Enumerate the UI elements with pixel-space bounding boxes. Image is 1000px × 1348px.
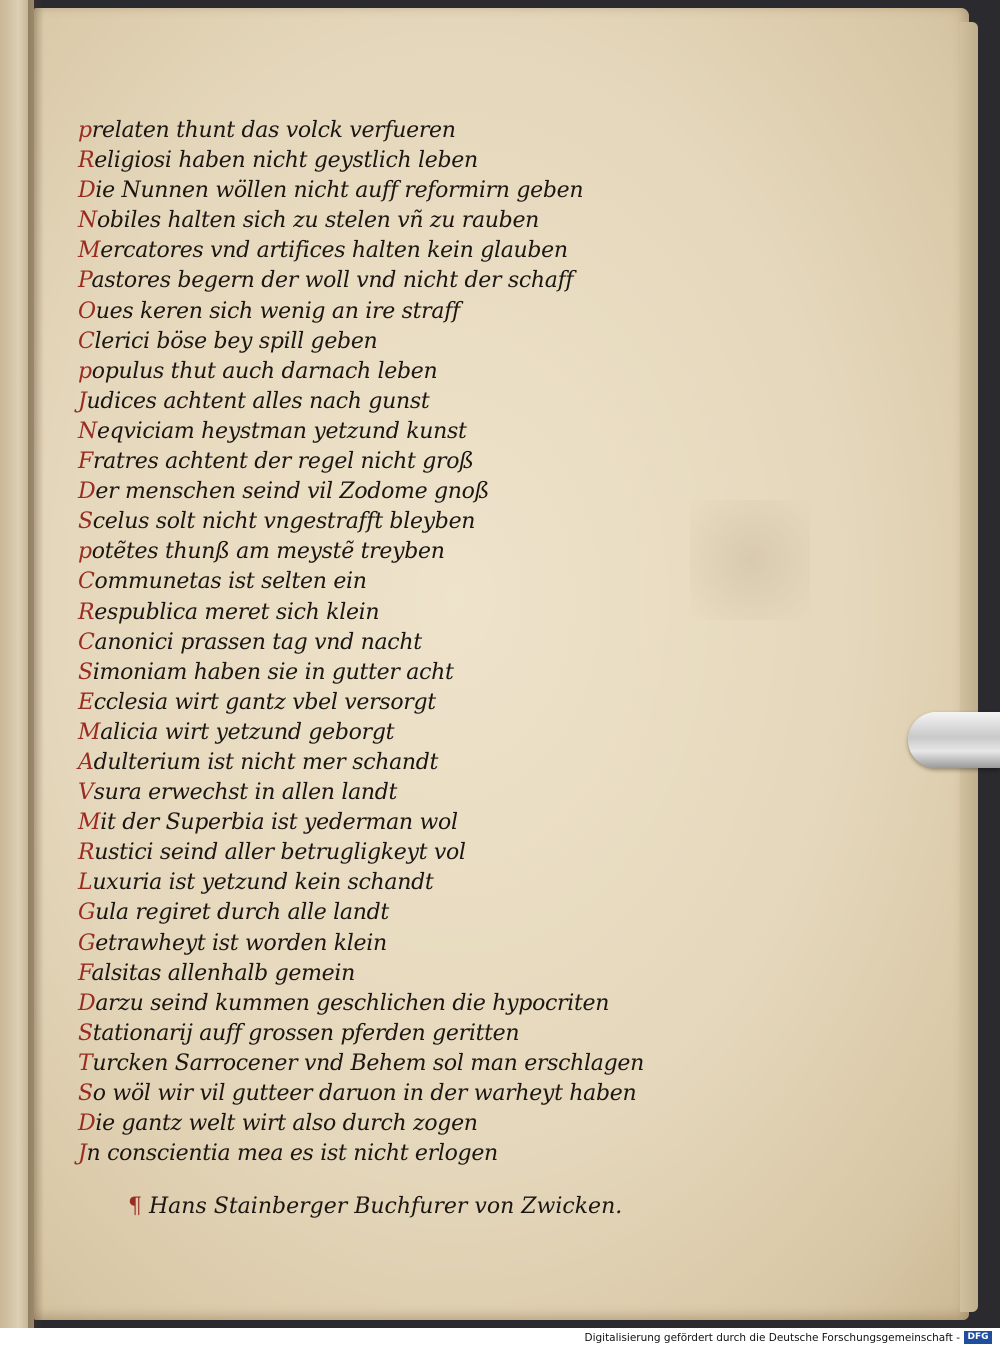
- footer-credit: Digitalisierung gefördert durch die Deutsche Forschungsgemeinschaft -: [584, 1332, 960, 1344]
- rubricated-initial: R: [78, 148, 95, 174]
- poem-line-text: urcken Sarrocener vnd Behem sol man erschlagen: [92, 1050, 644, 1076]
- rubricated-initial: J: [78, 388, 87, 414]
- poem-line-text: uxuria ist yetzund kein schandt: [92, 870, 434, 896]
- poem-line-text: ie Nunnen wöllen nicht auff reformirn geben: [95, 178, 584, 204]
- poem-line-text: er menschen seind vil Zodome gnoß: [95, 479, 489, 505]
- rubricated-initial: N: [78, 208, 97, 234]
- rubricated-initial: M: [78, 719, 101, 745]
- poem-line-text: etrawheyt ist worden klein: [95, 930, 387, 956]
- pilcrow-mark: ¶: [128, 1194, 142, 1219]
- rubricated-initial: R: [78, 840, 95, 866]
- rubricated-initial: M: [78, 810, 101, 836]
- rubricated-initial: J: [78, 1141, 87, 1167]
- rubricated-initial: O: [78, 298, 96, 324]
- page-fore-edge: [960, 22, 978, 1312]
- poem-line-text: tationarij auff grossen pferden geritten: [92, 1020, 520, 1046]
- rubricated-initial: E: [78, 689, 94, 715]
- poem-line-text: celus solt nicht vngestrafft bleyben: [92, 509, 476, 535]
- poem-line-text: arzu seind kummen geschlichen die hypocriten: [95, 990, 610, 1016]
- rubricated-initial: A: [78, 749, 94, 775]
- poem-line: [78, 748, 698, 778]
- poem-line-text: ercatores vnd artifices halten kein glauben: [100, 238, 568, 264]
- rubricated-initial: S: [78, 1020, 93, 1046]
- poem-line: [78, 808, 698, 838]
- poem-line-text: otẽtes thunß am meystẽ treyben: [91, 539, 445, 565]
- rubricated-initial: C: [78, 569, 95, 595]
- poem-line: [78, 266, 698, 296]
- poem-line-text: astores begern der woll vnd nicht der schaff: [91, 268, 574, 294]
- poem-line-text: eligiosi haben nicht geystlich leben: [94, 148, 478, 174]
- poem-line-text: obiles halten sich zu stelen vñ zu rauben: [96, 208, 540, 234]
- poem-line-text: cclesia wirt gantz vbel versorgt: [93, 689, 436, 715]
- rubricated-initial: D: [78, 479, 96, 505]
- poem-line-text: n conscientia mea es ist nicht erlogen: [86, 1141, 498, 1167]
- colophon-text: Hans Stainberger Buchfurer von Zwicken.: [149, 1194, 623, 1219]
- poem-line: [78, 477, 698, 507]
- poem-line: [78, 989, 698, 1019]
- rubricated-initial: P: [78, 268, 92, 294]
- rubricated-initial: S: [78, 1081, 93, 1106]
- poem-line-text: ommunetas ist selten ein: [94, 569, 367, 595]
- poem-line-text: relaten thunt das volck verfueren: [91, 118, 456, 143]
- poem-line-text: ratres achtent der regel nicht groß: [92, 449, 474, 475]
- poem-line: [78, 537, 698, 567]
- rubricated-initial: p: [78, 118, 92, 143]
- show-through-stain: [690, 500, 810, 620]
- poem-line: [78, 327, 698, 357]
- rubricated-initial: D: [78, 178, 96, 204]
- poem-line-text: imoniam haben sie in gutter acht: [92, 659, 454, 685]
- rubricated-initial: M: [78, 238, 101, 264]
- poem-line: [78, 1109, 698, 1139]
- poem-line: [78, 387, 698, 417]
- poem-line: [78, 176, 698, 206]
- poem-line: [78, 688, 698, 718]
- poem-text-block: [78, 116, 698, 1169]
- poem-line: [78, 507, 698, 537]
- poem-line: [78, 567, 698, 597]
- poem-line: [78, 838, 698, 868]
- poem-line-text: ie gantz welt wirt also durch zogen: [95, 1111, 478, 1137]
- rubricated-initial: G: [78, 900, 96, 926]
- poem-line: [78, 1019, 698, 1049]
- poem-line: [78, 417, 698, 447]
- rubricated-initial: G: [78, 930, 96, 956]
- rubricated-initial: D: [78, 1111, 96, 1137]
- poem-line: [78, 598, 698, 628]
- poem-line-text: dulterium ist nicht mer schandt: [93, 749, 439, 775]
- colophon: [128, 1194, 622, 1219]
- poem-line-text: lerici böse bey spill geben: [94, 328, 378, 354]
- poem-line: [78, 718, 698, 748]
- poem-line: [78, 146, 698, 176]
- rubricated-initial: V: [78, 780, 94, 806]
- poem-line-text: espublica meret sich klein: [94, 599, 380, 625]
- poem-line: [78, 868, 698, 898]
- poem-line: [78, 447, 698, 477]
- poem-line: [78, 116, 698, 146]
- dfg-logo: DFG: [964, 1331, 992, 1344]
- poem-line-text: alicia wirt yetzund geborgt: [100, 719, 395, 745]
- rubricated-initial: p: [78, 358, 92, 384]
- poem-line: [78, 898, 698, 928]
- rubricated-initial: p: [78, 539, 92, 565]
- rubricated-initial: T: [78, 1050, 93, 1076]
- poem-line: [78, 1079, 698, 1109]
- poem-line: [78, 959, 698, 989]
- poem-line-text: sura erwechst in allen landt: [93, 780, 398, 806]
- poem-line: [78, 628, 698, 658]
- poem-line-text: eqviciam heystman yetzund kunst: [96, 418, 467, 444]
- rubricated-initial: S: [78, 509, 93, 535]
- rubricated-initial: D: [78, 990, 96, 1016]
- rubricated-initial: R: [78, 599, 95, 625]
- rubricated-initial: S: [78, 659, 93, 685]
- rubricated-initial: F: [78, 449, 93, 475]
- rubricated-initial: F: [78, 960, 92, 986]
- rubricated-initial: N: [78, 418, 97, 444]
- page-tab-marker[interactable]: [908, 712, 1000, 768]
- poem-line: [78, 206, 698, 236]
- poem-line: [78, 297, 698, 327]
- rubricated-initial: L: [78, 870, 93, 896]
- poem-line-text: ues keren sich wenig an ire straff: [95, 298, 460, 324]
- rubricated-initial: C: [78, 328, 95, 354]
- poem-line: [78, 1049, 698, 1079]
- page-gutter: [28, 0, 44, 1328]
- poem-line-text: udices achtent alles nach gunst: [86, 388, 430, 414]
- poem-line-text: ula regiret durch alle landt: [95, 900, 389, 926]
- poem-line: [78, 778, 698, 808]
- poem-line-text: ustici seind aller betrugligkeyt vol: [94, 840, 466, 866]
- rubricated-initial: C: [78, 629, 95, 655]
- poem-line-text: o wöl wir vil gutteer daruon in der warheyt haben: [92, 1081, 637, 1106]
- poem-line: [78, 658, 698, 688]
- poem-line-text: anonici prassen tag vnd nacht: [94, 629, 422, 655]
- poem-line-text: opulus thut auch darnach leben: [91, 358, 438, 384]
- poem-line-text: it der Superbia ist yederman wol: [100, 810, 458, 836]
- poem-line: [78, 357, 698, 387]
- poem-line-text: alsitas allenhalb gemein: [91, 960, 355, 986]
- poem-line: [78, 236, 698, 266]
- poem-line: [78, 1139, 698, 1169]
- poem-line: [78, 929, 698, 959]
